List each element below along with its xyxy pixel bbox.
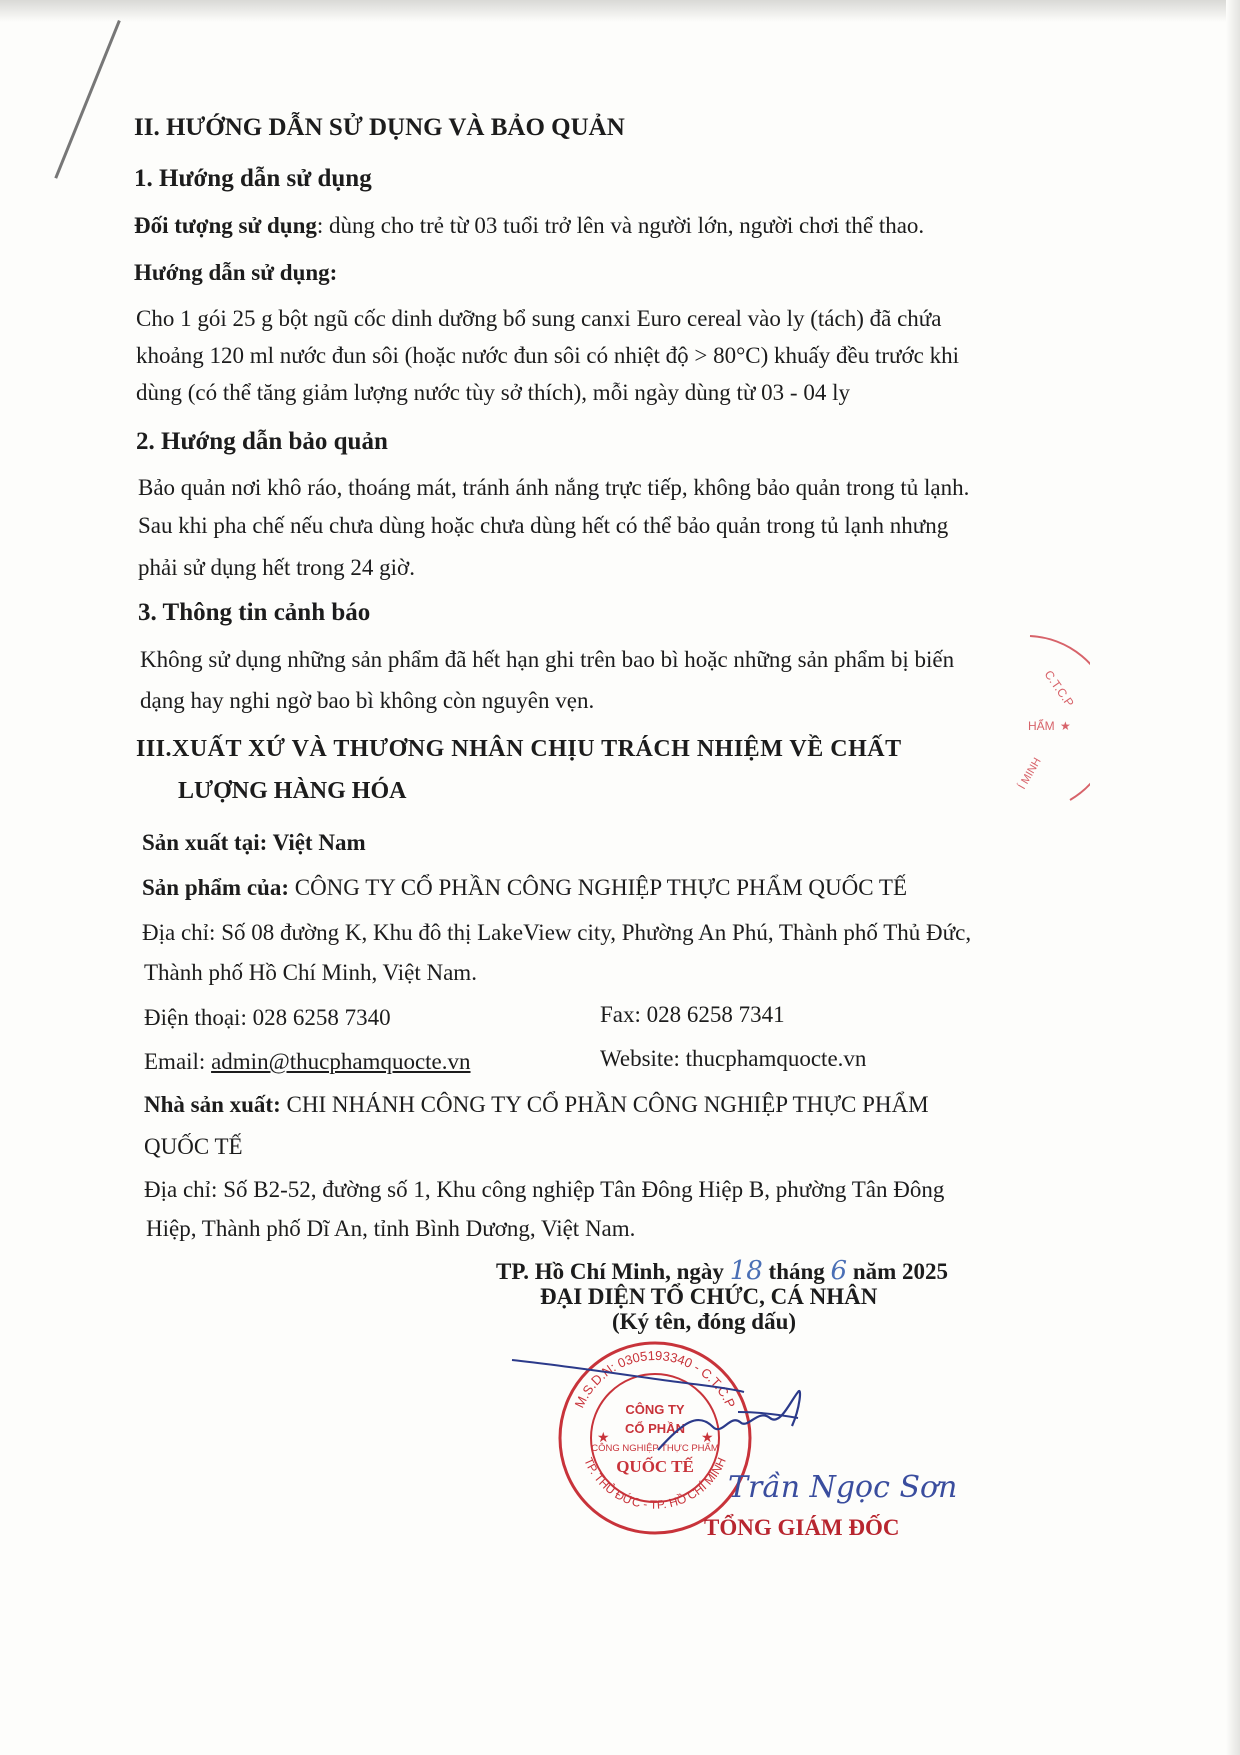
stamp-outer-text: M.S.D.N: 0305193340 - C.T.C.P <box>571 1347 739 1411</box>
maker-label: Nhà sản xuất: <box>144 1092 281 1117</box>
signature-stroke-top <box>512 1360 744 1392</box>
target-text: : dùng cho trẻ từ 03 tuổi trở lên và người lớn, người chơi thể thao. <box>316 213 925 238</box>
usage-line-2: khoảng 120 ml nước đun sôi (hoặc nước đun sôi có nhiệt độ > 80°C) khuấy đều trước khi <box>136 343 959 368</box>
side-stamp-fragment <box>1010 630 1090 810</box>
side-stamp-text-b: HẨM <box>1028 719 1055 733</box>
usage-line-1: Cho 1 gói 25 g bột ngũ cốc dinh dưỡng bổ sung canxi Euro cereal vào ly (tách) đã chứa <box>136 306 942 331</box>
side-stamp-arc <box>1030 636 1090 800</box>
date-month: 6 <box>830 1256 848 1286</box>
side-stamp-star: ★ <box>1060 719 1071 733</box>
rep-title: ĐẠI DIỆN TỔ CHỨC, CÁ NHÂN <box>540 1284 878 1309</box>
storage-line-2: Sau khi pha chế nếu chưa dùng hoặc chưa dùng hết có thể bảo quản trong tủ lạnh nhưng <box>138 513 949 538</box>
storage-line-3: phải sử dụng hết trong 24 giờ. <box>138 555 415 580</box>
date-prefix: TP. Hồ Chí Minh, ngày <box>496 1259 730 1284</box>
origin-label: Sản xuất tại: Việt Nam <box>142 830 366 855</box>
stamp-line2: CỔ PHẦN <box>625 1421 685 1436</box>
email-label: Email: <box>144 1049 212 1074</box>
warning-line-2: dạng hay nghi ngờ bao bì không còn nguyên vẹn. <box>140 688 595 713</box>
usage-label: Hướng dẫn sử dụng: <box>134 260 338 285</box>
sub2-heading: 2. Hướng dẫn bảo quản <box>136 428 388 455</box>
maker-address-2: Hiệp, Thành phố Dĩ An, tỉnh Bình Dương, Việt Nam. <box>146 1216 636 1241</box>
date-day: 18 <box>729 1256 763 1286</box>
sub3-heading: 3. Thông tin cảnh báo <box>138 599 371 626</box>
side-stamp-text-c: Í MINH <box>1016 755 1044 792</box>
signer-name: Trần Ngọc Sơn <box>728 1470 958 1505</box>
fax-text: Fax: 028 6258 7341 <box>600 1002 785 1027</box>
signature-stroke-main <box>658 1391 800 1450</box>
side-stamp-text-a: C.T.C.P <box>1041 667 1077 710</box>
website-text: Website: thucphamquocte.vn <box>600 1046 867 1071</box>
maker-address-1: Địa chỉ: Số B2-52, đường số 1, Khu công nghiệp Tân Đông Hiệp B, phường Tân Đông <box>144 1177 945 1202</box>
warning-line-1: Không sử dụng những sản phẩm đã hết hạn ghi trên bao bì hoặc những sản phẩm bị biến <box>140 647 955 672</box>
stamp-star-right: ★ <box>701 1430 714 1446</box>
storage-line-1: Bảo quản nơi khô ráo, thoáng mát, tránh ánh nắng trực tiếp, không bảo quản trong tủ lạnh. <box>138 475 970 500</box>
stamp-line4: QUỐC TẾ <box>616 1457 694 1476</box>
target-paragraph <box>134 211 924 241</box>
date-month-word: tháng <box>762 1259 831 1284</box>
signature-scribble <box>508 1352 808 1462</box>
maker-name-1: CHI NHÁNH CÔNG TY CỔ PHẦN CÔNG NGHIỆP THỰC PHẨM <box>280 1092 929 1117</box>
section3-title-line1: III.XUẤT XỨ VÀ THƯƠNG NHÂN CHỊU TRÁCH NHIỆM VỀ CHẤT <box>136 736 902 762</box>
owner-paragraph <box>142 873 907 903</box>
owner-label: Sản phẩm của: <box>142 875 289 900</box>
usage-line-3: dùng (có thể tăng giảm lượng nước tùy sở thích), mỗi ngày dùng từ 03 - 04 ly <box>136 380 850 405</box>
stamp-bottom-text: TP. THỦ ĐỨC - TP. HỒ CHÍ MINH <box>581 1455 729 1512</box>
stamp-line1: CÔNG TY <box>625 1402 685 1417</box>
email-link[interactable]: admin@thucphamquocte.vn <box>211 1049 471 1074</box>
owner-name: CÔNG TY CỔ PHẦN CÔNG NGHIỆP THỰC PHẨM QUỐC TẾ <box>288 875 908 900</box>
target-label: Đối tượng sử dụng <box>134 213 317 238</box>
section2-title: II. HƯỚNG DẪN SỬ DỤNG VÀ BẢO QUẢN <box>134 114 625 141</box>
maker-paragraph <box>144 1090 929 1120</box>
stamp-line3: CÔNG NGHIỆP THỰC PHẨM <box>591 1443 719 1454</box>
date-year: năm 2025 <box>847 1259 949 1284</box>
sub1-heading: 1. Hướng dẫn sử dụng <box>134 165 372 192</box>
owner-address-2: Thành phố Hồ Chí Minh, Việt Nam. <box>144 960 477 985</box>
email-row <box>144 1047 471 1077</box>
rep-note: (Ký tên, đóng dấu) <box>612 1309 797 1334</box>
signer-title: TỔNG GIÁM ĐỐC <box>704 1515 900 1540</box>
owner-address-1: Địa chỉ: Số 08 đường K, Khu đô thị LakeView city, Phường An Phú, Thành phố Thủ Đức, <box>142 920 972 945</box>
stamp-star-left: ★ <box>597 1430 610 1446</box>
phone-text: Điện thoại: 028 6258 7340 <box>144 1005 391 1030</box>
section3-title-line2: LƯỢNG HÀNG HÓA <box>178 778 407 804</box>
maker-name-2: QUỐC TẾ <box>144 1134 243 1159</box>
